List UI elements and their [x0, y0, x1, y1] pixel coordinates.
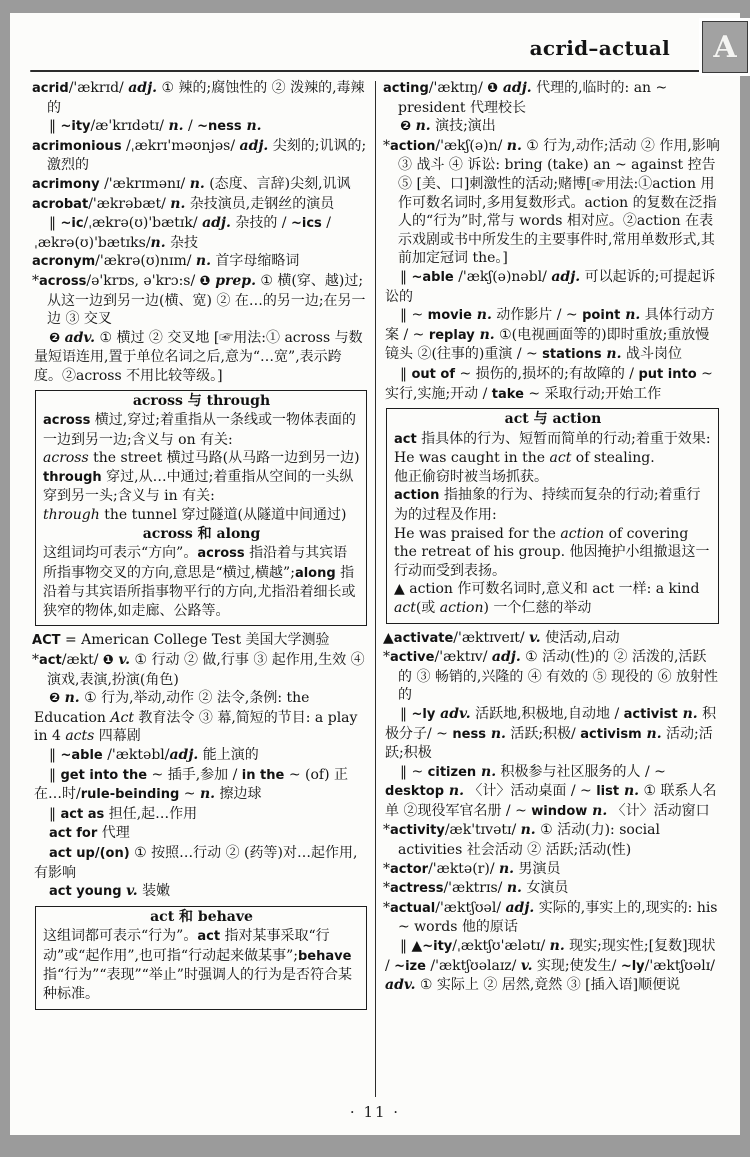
usage-note-paragraph — [43, 927, 360, 1003]
text-run: 首字母缩略词 — [210, 253, 300, 270]
headword-or-bold-text: along — [294, 565, 336, 581]
text-run: /'æktɪŋ/ — [428, 80, 488, 96]
dictionary-entry — [32, 137, 368, 175]
italic-example-text: action — [439, 599, 484, 616]
usage-note-heading: across 和 along — [142, 525, 261, 542]
text-run: ① 辣的;腐蚀性的 ② 泼辣的,毒辣的 — [47, 80, 365, 116]
derived-forms-line — [32, 117, 368, 137]
usage-note-paragraph — [43, 449, 360, 468]
usage-note-box — [35, 390, 367, 627]
usage-note-box — [386, 408, 719, 623]
dictionary-entry — [383, 821, 720, 859]
text-run: of covering the retreat of his group. 他因掩护小组撤退这一行动而受到表扬。 — [394, 525, 710, 579]
part-of-speech-label: n. — [241, 118, 262, 135]
text-run: * — [383, 899, 390, 916]
headword-or-bold-text: across — [197, 546, 245, 562]
derived-forms-line — [32, 766, 368, 805]
derived-forms-line — [32, 214, 368, 252]
part-of-speech-label: adv. — [385, 977, 416, 994]
usage-note-paragraph — [394, 525, 712, 581]
derived-forms-line — [383, 937, 720, 995]
headword-or-bold-text: act — [39, 653, 62, 669]
text-run: /'ækʃ(ə)nəbl/ — [453, 268, 552, 285]
entry-continuation — [32, 689, 368, 746]
text-run: the street 横过马路(从马路一边到另一边) — [88, 450, 360, 467]
text-run: * — [32, 652, 39, 669]
text-run: 现实;现实性;[复数]现状 / — [385, 938, 716, 974]
dictionary-entry — [383, 137, 720, 268]
headword-or-bold-text: stations — [542, 347, 602, 363]
entry-continuation — [32, 329, 368, 386]
text-run: 杂技的 / — [230, 215, 291, 232]
text-run: ▲ action 作可数名词时,意义和 act 一样: a kind — [394, 581, 700, 598]
headword-or-bold-text: ❷ — [400, 119, 416, 135]
headword-or-bold-text: act young — [49, 884, 127, 900]
text-run: (态度、言辞)尖刻,讥讽 — [204, 175, 351, 192]
text-run: 积极参与社区服务的人 / ~ — [496, 763, 666, 780]
text-run: 能上演的 — [198, 747, 259, 763]
headword-or-bold-text: citizen — [427, 764, 477, 780]
usage-note-paragraph — [43, 506, 360, 525]
text-run: ~ 插手,参加 / — [147, 766, 242, 783]
headword-or-bold-text: acronym — [32, 254, 96, 270]
dictionary-entry — [32, 651, 368, 689]
derived-forms-line — [32, 746, 368, 766]
text-run: ‖ ~ — [400, 763, 428, 780]
part-of-speech-label: n. — [168, 118, 184, 135]
headword-or-bold-text: across — [39, 273, 87, 289]
text-run: * — [383, 649, 390, 666]
headword-or-bold-text: act up/(on) — [49, 845, 130, 861]
headword-or-bold-text: window — [531, 803, 588, 819]
thumb-index-tab — [702, 21, 748, 73]
text-run: 穿过,从…中通过;着重指从空间的一头纵穿到另一头;含义与 in 有关: — [43, 468, 354, 505]
guide-words: acrid–actual — [529, 36, 670, 60]
italic-example-text: action — [560, 525, 605, 542]
text-run: /'æktəbl/ — [102, 747, 170, 763]
text-run: /'ækrɪmənɪ/ — [99, 175, 190, 192]
part-of-speech-label: adj. — [491, 649, 521, 666]
part-of-speech-label: n. — [549, 938, 565, 955]
headword-or-bold-text: ~ity — [422, 939, 453, 955]
dictionary-entry — [383, 899, 720, 937]
dictionary-entry — [383, 79, 720, 117]
text-run: ‖ — [49, 747, 61, 763]
headword-or-bold-text: ACT — [32, 633, 61, 649]
headword-or-bold-text: acrid — [32, 81, 69, 96]
text-run: 杂技 — [165, 234, 199, 251]
part-of-speech-label: adj. — [505, 899, 535, 916]
text-run: (或 — [415, 599, 440, 616]
text-run: ‖ — [400, 268, 412, 285]
dictionary-page — [10, 13, 740, 1135]
dictionary-entry — [32, 195, 368, 215]
headword-or-bold-text: ~ness — [197, 119, 242, 135]
text-run: 这组词都可表示“行为”。 — [43, 928, 198, 945]
headword-or-bold-text: act for — [49, 826, 98, 842]
headword-or-bold-text: ~able — [411, 269, 454, 285]
headword-or-bold-text: replay — [428, 327, 475, 343]
headword-or-bold-text: ~ics — [290, 216, 322, 232]
text-run: ~ 采取行动;开始工作 — [523, 385, 662, 402]
headword-or-bold-text: rule-beinding — [80, 787, 180, 803]
headword-or-bold-text: acting — [383, 81, 429, 96]
part-of-speech-label: n. — [520, 822, 536, 839]
part-of-speech-label: v. — [126, 883, 138, 900]
part-of-speech-label: adj. — [502, 80, 532, 96]
usage-note-paragraph — [394, 468, 712, 487]
usage-note-paragraph — [394, 430, 712, 450]
text-run: ① 活动(性)的 ② 活泼的,活跃的 ③ 畅销的,兴隆的 ④ 有效的 ⑤ 现役的 ⑥ 放射性的 — [398, 649, 719, 704]
right-column — [383, 79, 720, 1105]
text-run: /'æktɪv/ — [434, 649, 492, 666]
headword-or-bold-text: active — [390, 650, 435, 666]
text-run: * — [383, 822, 390, 839]
headword-or-bold-text: list — [596, 784, 620, 800]
headword-or-bold-text: point — [582, 308, 621, 324]
text-run: 男演员 — [514, 860, 561, 877]
dictionary-entry — [383, 629, 720, 649]
text-run: /ˌækrə(ʊ)'bætɪk/ — [83, 215, 203, 232]
text-run: 具体行动方案 / ~ — [385, 307, 715, 343]
text-run: 动作影片 / ~ — [491, 307, 583, 324]
text-run: ‖ ▲ — [400, 938, 423, 955]
headword-or-bold-text: acrobat — [32, 196, 89, 212]
headword-or-bold-text: ❷ — [49, 330, 65, 346]
text-run: ▲ — [383, 629, 394, 646]
entry-continuation — [32, 824, 368, 844]
usage-note-paragraph — [394, 486, 712, 524]
text-run: ‖ — [49, 805, 61, 822]
usage-note-paragraph — [43, 468, 360, 506]
headword-or-bold-text: through — [43, 469, 102, 485]
text-run: /'æktʃʊəlɪ/ — [644, 957, 715, 974]
text-run: /'æktɪveɪt/ — [453, 629, 530, 646]
part-of-speech-label: n. — [485, 725, 506, 742]
headword-or-bold-text: activate — [393, 630, 454, 646]
text-run: /'æktrɪs/ — [443, 880, 507, 897]
text-run: 他正偷窃时被当场抓获。 — [394, 468, 548, 485]
text-run: ‖ — [400, 365, 412, 382]
text-run: ‖ — [49, 766, 61, 783]
text-run: ~ 损伤的,损坏的;有故障的 / — [455, 365, 639, 382]
text-run: ‖ — [49, 118, 61, 135]
text-run: ① 行动 ② 做,行事 ③ 起作用,生效 ④ 演戏,表演,扮演(角色) — [47, 652, 365, 688]
text-run: ① 横过 ② 交叉地 [☞用法:① across 与数量短语连用,置于单位名词之后,意为“…宽”,表示跨度。②across 不用比较等级。] — [34, 329, 363, 384]
text-run: * — [32, 272, 39, 289]
text-run: 可以起诉的;可提起诉讼的 — [385, 268, 716, 305]
part-of-speech-label: n. — [189, 175, 205, 192]
usage-note-paragraph — [43, 544, 360, 620]
text-run: 〈计〉活动桌面 / ~ — [463, 783, 597, 800]
text-run: * — [383, 137, 390, 154]
text-run: ① 行为,动作;活动 ② 作用,影响 ③ 战斗 ④ 诉讼: bring (take) an ~ against 控告 ⑤ [美、口]刺激性的活动;赌博[☞用法:①action 用作可数名词时,多用复数形式。action 的复数在泛指人的“行为”时,常与 words 相对应。②action 在表示戏剧或书中所发生的主要事件时,常用单数形式,其前加定冠词 the。] — [398, 137, 720, 267]
text-run: ~ (of) 正在…时/ — [34, 766, 348, 803]
text-run: 横过,穿过;着重指从一条线或一物体表面的一边到另一边;含义与 on 有关: — [43, 412, 356, 448]
headword-or-bold-text: acrimony — [32, 176, 100, 192]
part-of-speech-label: adj. — [239, 137, 269, 154]
text-run: 演技;演出 — [430, 118, 496, 135]
text-run: 担任,起…作用 — [104, 805, 198, 822]
part-of-speech-label: n. — [506, 880, 522, 897]
text-run: 教育法令 ③ 幕,简短的节目: a play in 4 — [34, 709, 358, 745]
text-run: 指沿着与其宾语所指事物平行的方向,尤指沿着细长或狭窄的物体,如走廊、公路等。 — [43, 564, 356, 619]
columns-container — [32, 79, 720, 1105]
text-run: /ə'krɒs, ə'krɔ:s/ — [86, 272, 200, 289]
part-of-speech-label: n. — [601, 346, 622, 363]
text-run: /ˌækrə(ʊ)'bætɪks/ — [34, 215, 331, 251]
part-of-speech-label: n. — [444, 783, 464, 800]
text-run: 这组词均可表示“方向”。 — [43, 545, 198, 562]
text-run: ① 联系人名单 ②现役军官名册 / ~ — [385, 783, 717, 819]
column-divider — [375, 81, 376, 1097]
part-of-speech-label: n. — [150, 234, 166, 251]
text-run: / — [183, 118, 198, 135]
dictionary-entry — [32, 631, 368, 651]
text-run: ~ — [179, 786, 200, 803]
entry-continuation — [32, 844, 368, 882]
headword-or-bold-text: in the — [241, 767, 285, 783]
text-run: 指对某事采取“行动”或“起作用”,也可指“行动起来做某事”; — [43, 928, 330, 964]
headword-or-bold-text: across — [43, 413, 91, 428]
dictionary-entry — [383, 648, 720, 705]
text-run: 代理的,临时的: an ~ president 代理校长 — [398, 80, 668, 116]
dictionary-entry — [32, 175, 368, 195]
text-run: /'æktə(r)/ — [428, 860, 499, 877]
part-of-speech-label: v. — [529, 629, 541, 646]
usage-note-box — [35, 906, 367, 1010]
part-of-speech-label: adj. — [128, 80, 158, 96]
part-of-speech-label: adj. — [202, 215, 231, 232]
italic-example-text: act — [394, 599, 416, 616]
text-run: /'ækrɪd/ — [68, 80, 129, 96]
headword-or-bold-text: ❶ — [102, 653, 119, 669]
headword-or-bold-text: actual — [390, 900, 436, 916]
text-run: He was praised for the — [394, 525, 561, 542]
headword-or-bold-text: ~ize — [394, 958, 426, 974]
text-run: 使活动,启动 — [540, 629, 620, 646]
text-run: * — [383, 860, 390, 877]
left-column — [32, 79, 368, 1105]
text-run: 四幕剧 — [94, 728, 141, 745]
text-run: ‖ — [49, 215, 61, 232]
derived-forms-line — [383, 306, 720, 365]
text-run: /ˌækrɪ'məʊnjəs/ — [121, 137, 240, 154]
part-of-speech-label: n. — [415, 118, 431, 135]
entry-continuation — [383, 117, 720, 137]
part-of-speech-label: n. — [64, 690, 80, 707]
part-of-speech-label: n. — [677, 705, 698, 722]
part-of-speech-label: n. — [474, 326, 495, 343]
part-of-speech-label: adv. — [64, 329, 96, 346]
text-run: 代理 — [97, 825, 130, 842]
text-run: /'æktʃʊəl/ — [435, 899, 506, 916]
headword-or-bold-text: actress — [390, 881, 444, 897]
text-run: 指沿着与其宾语所指事物交叉的方向,意思是“横过,横越”; — [43, 545, 348, 581]
headword-or-bold-text: acrimonious — [32, 138, 122, 154]
text-run: ~ 实行,实施;开动 / — [385, 365, 713, 402]
headword-or-bold-text: ~ly — [620, 958, 645, 974]
headword-or-bold-text: ~ic — [60, 216, 84, 232]
text-run: 活跃地,积极地,自动地 / — [470, 705, 624, 722]
dictionary-entry — [383, 879, 720, 899]
part-of-speech-label: n. — [199, 786, 216, 803]
text-run: ‖ ~ — [400, 307, 428, 324]
headword-or-bold-text: put into — [638, 366, 697, 382]
headword-or-bold-text: ❶ — [199, 273, 216, 289]
text-run: 尖刻的;讥讽的;激烈的 — [47, 137, 367, 174]
usage-note-heading: act 与 action — [504, 411, 602, 428]
headword-or-bold-text: activity — [390, 823, 445, 839]
headword-or-bold-text: activism — [580, 726, 642, 742]
text-run: of stealing. — [571, 450, 655, 467]
derived-forms-line — [383, 365, 720, 404]
part-of-speech-label: adj. — [169, 747, 199, 763]
text-run: ① 按照…行动 ② (药等)对…起作用,有影响 — [34, 844, 358, 881]
italic-example-text: Act — [110, 709, 134, 726]
text-run: /'ækʃ(ə)n/ — [435, 137, 507, 154]
headword-or-bold-text: act as — [60, 806, 105, 822]
text-run: He was caught in the — [394, 450, 550, 467]
headword-or-bold-text: take — [491, 386, 524, 402]
page-number: · 11 · — [349, 1103, 401, 1121]
part-of-speech-label: n. — [587, 802, 608, 819]
text-run: 指具体的行为、短暂而简单的行动;着重于效果: — [416, 430, 711, 447]
headword-or-bold-text: action — [394, 488, 440, 504]
text-run: 〈计〉活动窗口 — [607, 802, 710, 819]
part-of-speech-label: v. — [520, 957, 533, 974]
usage-note-paragraph — [43, 411, 360, 449]
headword-or-bold-text: ❶ — [487, 81, 503, 96]
text-run: /ækt/ — [61, 652, 103, 669]
part-of-speech-label: n. — [471, 307, 492, 324]
headword-or-bold-text: movie — [427, 308, 472, 324]
part-of-speech-label: adv. — [435, 705, 471, 722]
text-run: 女演员 — [521, 880, 569, 897]
text-run: 实现;使发生/ — [532, 957, 621, 974]
part-of-speech-label: n. — [499, 860, 515, 877]
header-rule — [30, 70, 726, 72]
part-of-speech-label: n. — [170, 195, 186, 212]
italic-example-text: through — [43, 506, 100, 523]
part-of-speech-label: n. — [476, 763, 497, 780]
text-run: 杂技演员,走钢丝的演员 — [185, 195, 335, 212]
dictionary-entry — [383, 860, 720, 880]
derived-forms-line — [383, 763, 720, 822]
headword-or-bold-text: act — [394, 431, 417, 447]
part-of-speech-label: n. — [506, 137, 522, 154]
headword-or-bold-text: desktop — [385, 784, 445, 800]
text-run: ‖ — [400, 705, 412, 722]
part-of-speech-label: n. — [620, 307, 641, 324]
headword-or-bold-text: ~ity — [60, 119, 91, 135]
text-run: /'æktʃʊəlaɪz/ — [425, 957, 521, 974]
headword-or-bold-text: ❷ — [49, 691, 65, 707]
text-run: /'ækrəbæt/ — [88, 195, 171, 212]
part-of-speech-label: adj. — [551, 268, 581, 285]
headword-or-bold-text: ness — [452, 726, 486, 742]
text-run: /æk'tɪvətɪ/ — [444, 822, 521, 839]
text-run: /æ'krɪdətɪ/ — [90, 118, 169, 135]
usage-note-heading: across 与 through — [132, 392, 271, 409]
part-of-speech-label: n. — [641, 725, 662, 742]
derived-forms-line — [32, 805, 368, 825]
headword-or-bold-text: ~ly — [411, 706, 436, 722]
italic-example-text: acts — [65, 728, 95, 745]
thumb-index-letter: A — [713, 29, 737, 65]
headword-or-bold-text: ~able — [60, 748, 103, 763]
entry-continuation — [32, 882, 368, 902]
text-run: the tunnel 穿过隧道(从隧道中间通过) — [99, 506, 347, 523]
part-of-speech-label: n. — [195, 253, 211, 270]
text-run: ① 实际上 ② 居然,竟然 ③ [插入语]顺便说 — [415, 977, 681, 994]
headword-or-bold-text: behave — [297, 948, 352, 964]
italic-example-text: across — [43, 450, 89, 467]
headword-or-bold-text: actor — [390, 861, 429, 877]
usage-note-heading: act 和 behave — [150, 908, 253, 925]
usage-note-paragraph — [394, 449, 712, 468]
headword-or-bold-text: out of — [411, 366, 456, 382]
text-run: ①(电视画面等的)即时重放;重放慢镜头 ②(往事的)重演 / ~ — [385, 326, 710, 363]
headword-or-bold-text: act — [197, 929, 221, 945]
text-run: ① 横(穿、越)过;从这一边到另一边(横、宽) ② 在…的另一边;在另一边 ③ 交叉 — [47, 272, 366, 328]
part-of-speech-label: prep. — [215, 272, 256, 289]
text-run: 擦边球 — [215, 786, 262, 803]
text-run: /'ækrə(ʊ)nɪm/ — [95, 253, 196, 270]
headword-or-bold-text: get into the — [60, 767, 148, 783]
derived-forms-line — [383, 268, 720, 306]
text-run: 战斗岗位 — [621, 346, 682, 363]
text-run: ① 活动(力): social activities 社会活动 ② 活跃;活动(性) — [398, 822, 660, 859]
text-run: ① 行为,举动,动作 ② 法令,条例: the Education — [34, 690, 310, 726]
text-run: 活动;活跃;积极 — [385, 725, 713, 762]
italic-example-text: act — [549, 450, 572, 467]
usage-note-paragraph — [394, 580, 712, 617]
part-of-speech-label: v. — [118, 652, 131, 669]
text-run: 装嫩 — [137, 883, 171, 900]
headword-or-bold-text: activist — [623, 706, 678, 722]
text-run: /ˌæktʃʊ'ælətɪ/ — [452, 938, 550, 955]
text-run: 积极分子/ ~ — [385, 705, 717, 742]
text-run: * — [383, 880, 390, 897]
text-run: = American College Test 美国大学测验 — [60, 632, 330, 649]
derived-forms-line — [383, 705, 720, 763]
dictionary-entry — [32, 79, 368, 117]
part-of-speech-label: n. — [619, 783, 640, 800]
dictionary-entry — [32, 252, 368, 272]
text-run: 活跃;积极/ — [505, 725, 581, 742]
text-run: 指抽象的行为、持续而复杂的行动;着重行为的过程及作用: — [394, 487, 701, 523]
text-run: 实际的,事实上的,现实的: his ~ words 他的原话 — [398, 899, 718, 936]
headword-or-bold-text: action — [390, 138, 436, 154]
text-run: 指“行为”“表现”“举止”时强调人的行为是否符合某种标准。 — [43, 967, 352, 1003]
text-run: ) 一个仁慈的举动 — [483, 599, 592, 616]
dictionary-entry — [32, 272, 368, 329]
